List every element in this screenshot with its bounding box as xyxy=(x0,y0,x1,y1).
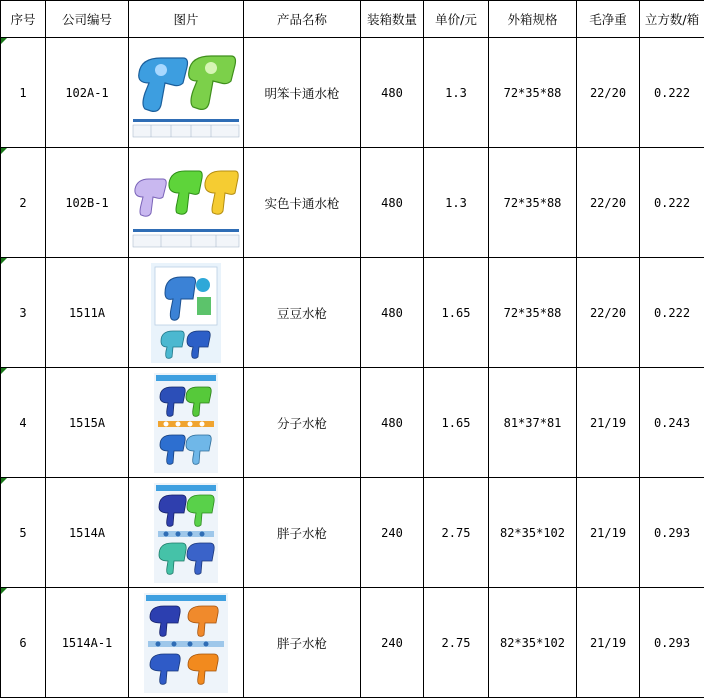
cell-name: 分子水枪 xyxy=(244,368,361,478)
header-code: 公司编号 xyxy=(46,1,129,38)
cell-volume: 0.222 xyxy=(640,38,704,148)
cell-qty: 480 xyxy=(361,258,424,368)
cell-carton: 81*37*81 xyxy=(489,368,577,478)
cell-volume: 0.222 xyxy=(640,148,704,258)
cell-code: 102B-1 xyxy=(46,148,129,258)
cell-code: 102A-1 xyxy=(46,38,129,148)
cell-carton: 72*35*88 xyxy=(489,148,577,258)
water-gun-product-photo xyxy=(151,263,221,363)
cell-image xyxy=(129,148,244,258)
cell-code: 1515A xyxy=(46,368,129,478)
cell-volume: 0.293 xyxy=(640,478,704,588)
cell-carton: 82*35*102 xyxy=(489,478,577,588)
cell-qty: 240 xyxy=(361,588,424,698)
cell-carton: 72*35*88 xyxy=(489,38,577,148)
cell-no: 2 xyxy=(1,148,46,258)
header-carton: 外箱规格 xyxy=(489,1,577,38)
header-no: 序号 xyxy=(1,1,46,38)
cell-price: 1.65 xyxy=(424,258,489,368)
water-gun-product-photo xyxy=(154,373,218,473)
cell-name: 实色卡通水枪 xyxy=(244,148,361,258)
cell-price: 1.3 xyxy=(424,148,489,258)
cell-image xyxy=(129,258,244,368)
cell-name: 豆豆水枪 xyxy=(244,258,361,368)
cell-weight: 22/20 xyxy=(577,38,640,148)
cell-no: 3 xyxy=(1,258,46,368)
header-qty: 装箱数量 xyxy=(361,1,424,38)
water-gun-product-photo xyxy=(131,43,241,143)
cell-carton: 82*35*102 xyxy=(489,588,577,698)
cell-code: 1511A xyxy=(46,258,129,368)
cell-weight: 22/20 xyxy=(577,148,640,258)
cell-volume: 0.243 xyxy=(640,368,704,478)
cell-carton: 72*35*88 xyxy=(489,258,577,368)
cell-image xyxy=(129,478,244,588)
cell-name: 明笨卡通水枪 xyxy=(244,38,361,148)
cell-price: 2.75 xyxy=(424,478,489,588)
cell-weight: 21/19 xyxy=(577,368,640,478)
cell-qty: 240 xyxy=(361,478,424,588)
header-volume: 立方数/箱 xyxy=(640,1,704,38)
cell-qty: 480 xyxy=(361,368,424,478)
water-gun-product-photo xyxy=(131,153,241,253)
cell-qty: 480 xyxy=(361,148,424,258)
cell-no: 1 xyxy=(1,38,46,148)
table-row xyxy=(1,368,704,478)
cell-price: 1.65 xyxy=(424,368,489,478)
cell-volume: 0.293 xyxy=(640,588,704,698)
header-name: 产品名称 xyxy=(244,1,361,38)
cell-weight: 21/19 xyxy=(577,588,640,698)
cell-no: 6 xyxy=(1,588,46,698)
table-row xyxy=(1,258,704,368)
cell-name: 胖子水枪 xyxy=(244,478,361,588)
cell-price: 2.75 xyxy=(424,588,489,698)
cell-code: 1514A-1 xyxy=(46,588,129,698)
cell-image xyxy=(129,38,244,148)
cell-volume: 0.222 xyxy=(640,258,704,368)
cell-weight: 21/19 xyxy=(577,478,640,588)
table-row xyxy=(1,148,704,258)
header-weight: 毛净重 xyxy=(577,1,640,38)
cell-weight: 22/20 xyxy=(577,258,640,368)
table-row xyxy=(1,588,704,698)
water-gun-product-photo xyxy=(144,593,228,693)
water-gun-product-photo xyxy=(154,483,218,583)
header-price: 单价/元 xyxy=(424,1,489,38)
cell-price: 1.3 xyxy=(424,38,489,148)
header-image: 图片 xyxy=(129,1,244,38)
cell-image xyxy=(129,588,244,698)
header-row xyxy=(1,1,704,38)
table-row xyxy=(1,478,704,588)
cell-no: 4 xyxy=(1,368,46,478)
cell-name: 胖子水枪 xyxy=(244,588,361,698)
cell-qty: 480 xyxy=(361,38,424,148)
table-row xyxy=(1,38,704,148)
cell-image xyxy=(129,368,244,478)
cell-code: 1514A xyxy=(46,478,129,588)
cell-no: 5 xyxy=(1,478,46,588)
